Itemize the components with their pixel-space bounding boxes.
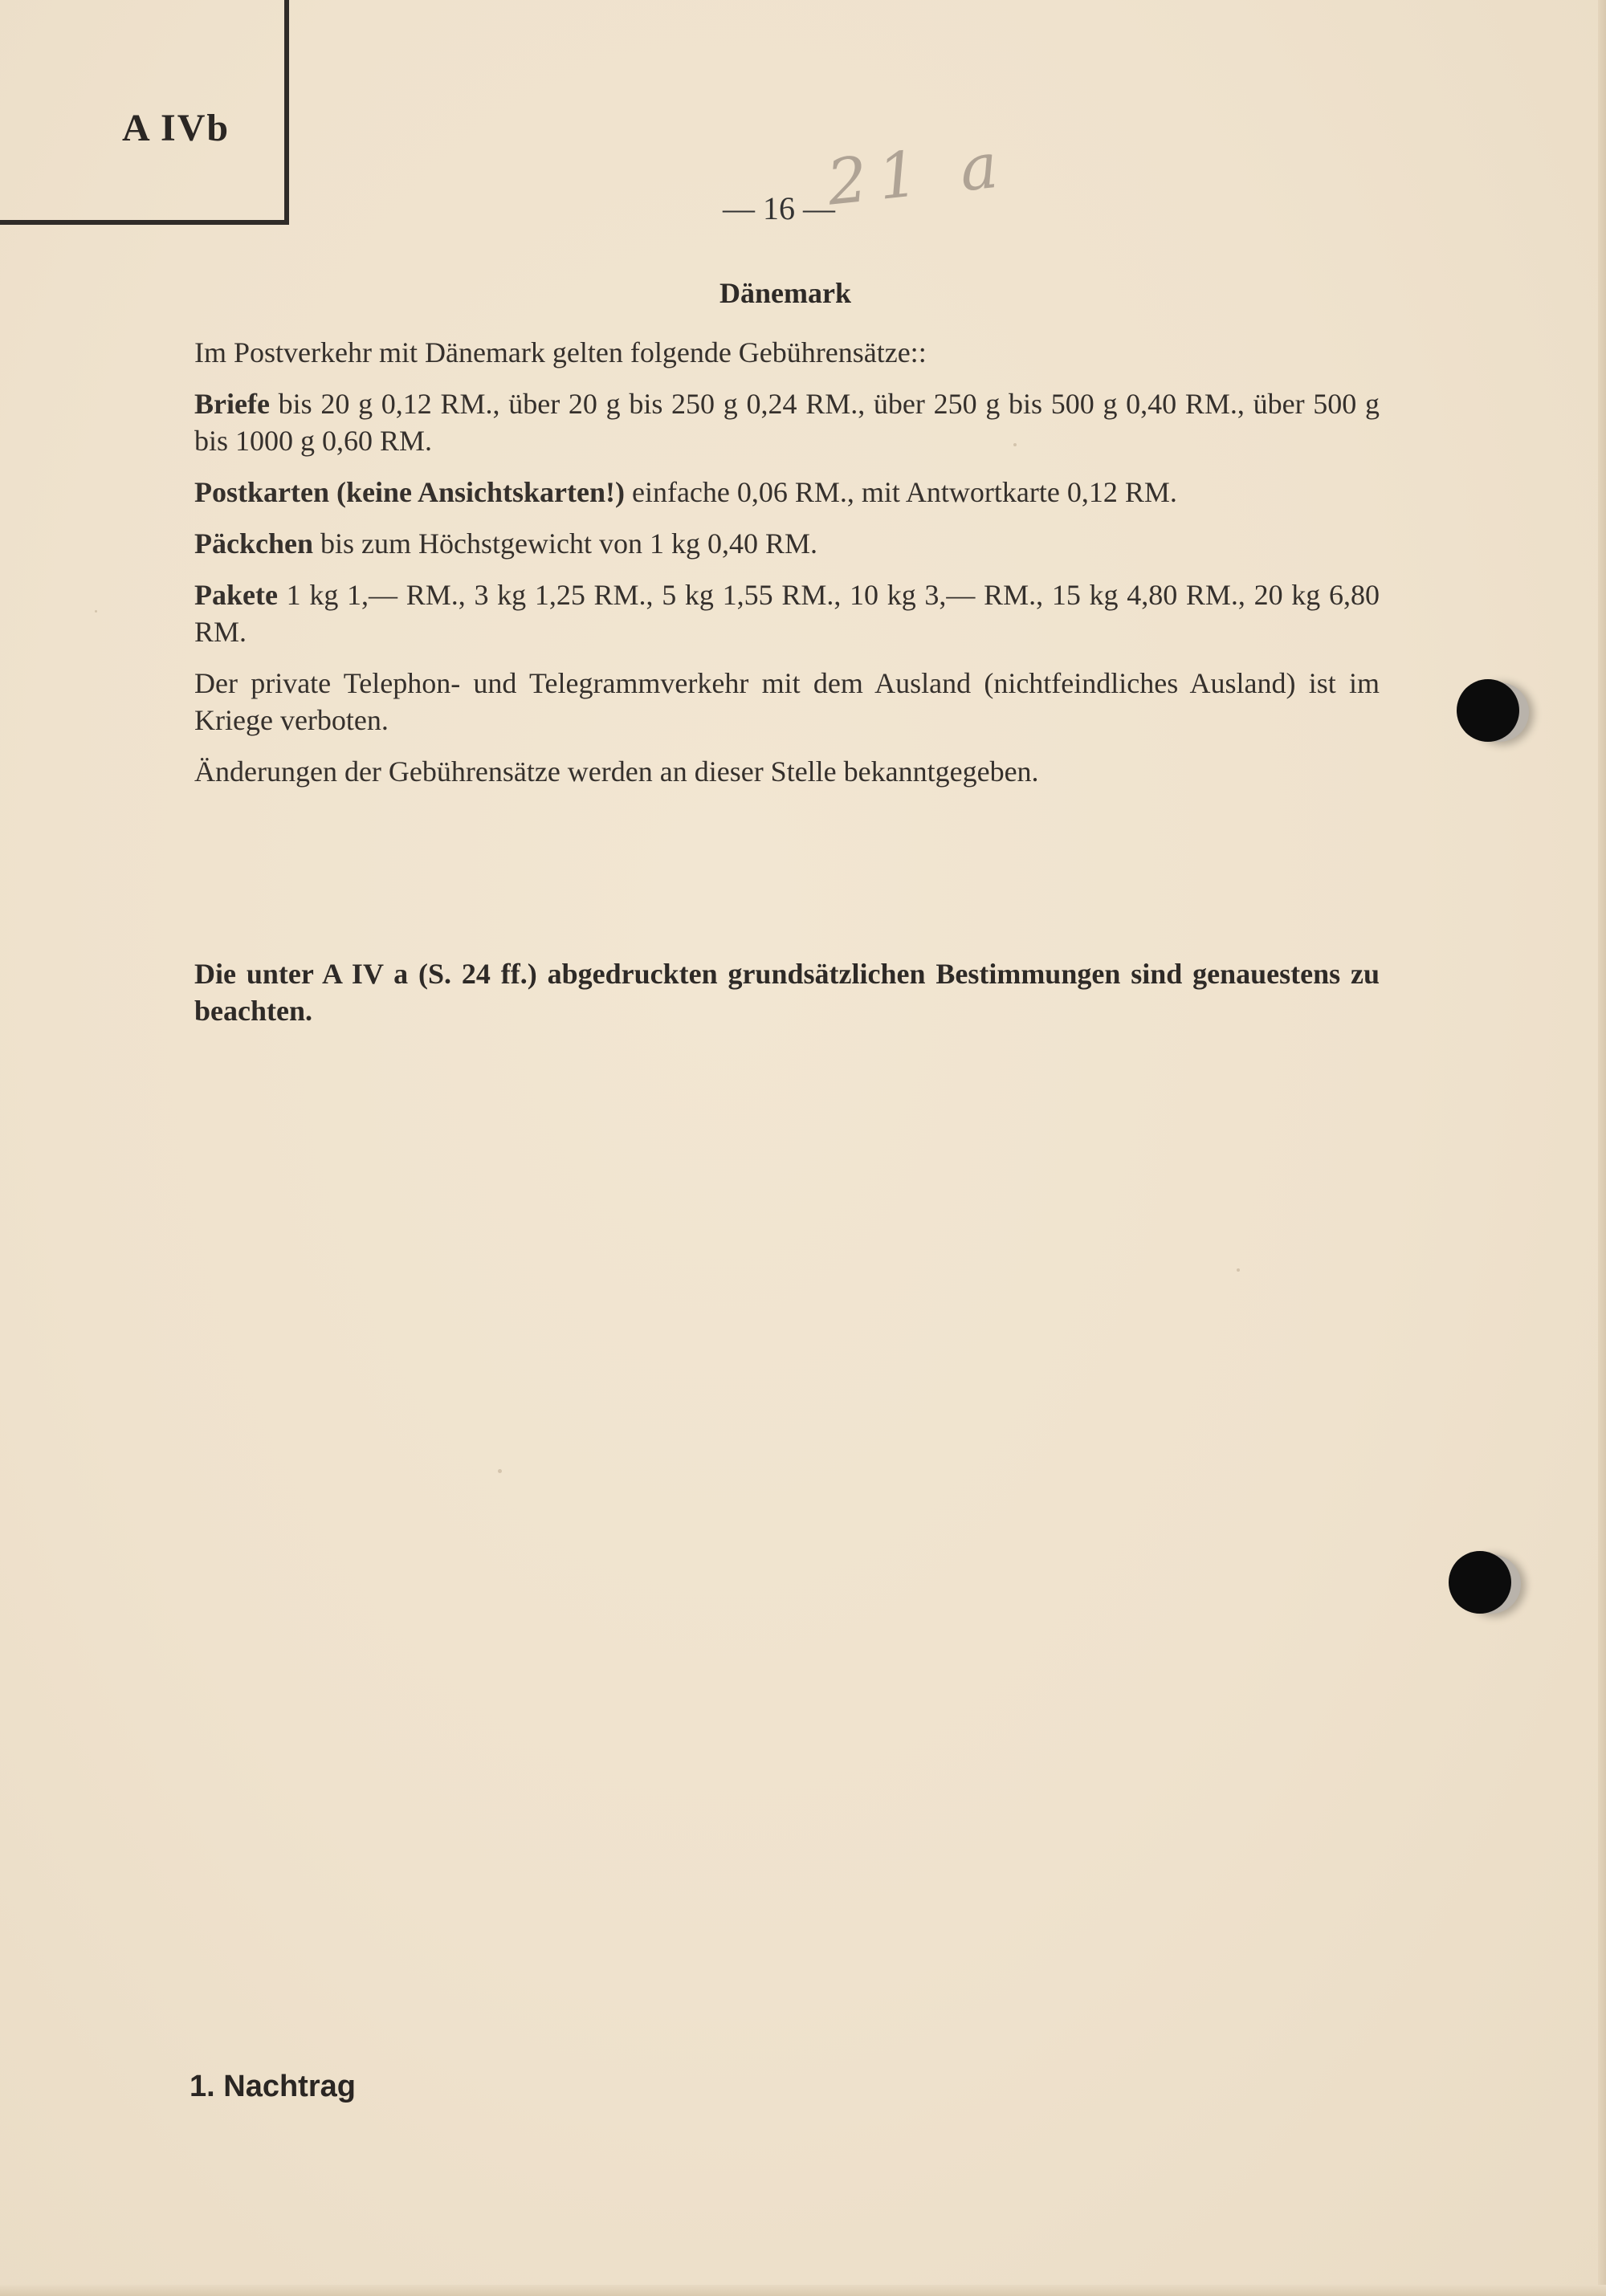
- paper-speck: [1013, 443, 1017, 446]
- telephone-note: Der private Telephon- und Telegrammverkehr mit dem Ausland (nichtfeindliches Ausland) ist im Kriege verboten.: [194, 667, 1380, 736]
- rate-text-letters: bis 20 g 0,12 RM., über 20 g bis 250 g 0,24 RM., über 250 g bis 500 g 0,40 RM., über 500 g bis 1000 g 0,60 RM.: [194, 388, 1380, 457]
- rate-lead-small-packets: Päckchen: [194, 527, 313, 560]
- rate-lead-parcels: Pakete: [194, 579, 278, 611]
- rate-lead-letters: Briefe: [194, 388, 270, 420]
- rate-paragraph-letters: [194, 385, 1380, 459]
- punch-hole-icon: [1457, 679, 1519, 742]
- section-heading: Dänemark: [719, 277, 851, 309]
- rate-paragraph-parcels: [194, 576, 1380, 650]
- page-edge-bottom: [0, 2285, 1606, 2296]
- section-tab-label: A IVb: [122, 107, 230, 149]
- paper-speck: [1237, 1268, 1240, 1272]
- rate-paragraph-small-packets: [194, 525, 1380, 562]
- punch-hole-icon: [1449, 1551, 1511, 1614]
- reference-note: Die unter A IV a (S. 24 ff.) abgedruckten grundsätzlichen Bestimmungen sind genauestens zu beachten.: [194, 958, 1380, 1027]
- rate-text-postcards: einfache 0,06 RM., mit Antwortkarte 0,12 RM.: [624, 476, 1177, 508]
- rate-text-parcels: 1 kg 1,— RM., 3 kg 1,25 RM., 5 kg 1,55 RM., 10 kg 3,— RM., 15 kg 4,80 RM., 20 kg 6,80 RM.: [194, 579, 1380, 648]
- rate-paragraph-postcards: [194, 474, 1380, 511]
- rate-lead-postcards: Postkarten (keine Ansichtskarten!): [194, 476, 625, 508]
- supplement-label: 1. Nachtrag: [190, 2070, 356, 2103]
- paper-speck: [498, 1469, 502, 1473]
- rates-content: [194, 334, 1380, 804]
- page-number: — 16 —: [723, 190, 835, 226]
- handwritten-annotation: 21 a: [823, 128, 1013, 220]
- page-edge-right: [1598, 0, 1606, 2296]
- changes-note: Änderungen der Gebührensätze werden an dieser Stelle bekanntgegeben.: [194, 755, 1039, 788]
- intro-paragraph: Im Postverkehr mit Dänemark gelten folgende Gebührensätze::: [194, 336, 927, 368]
- paper-speck: [95, 610, 97, 613]
- rate-text-small-packets: bis zum Höchstgewicht von 1 kg 0,40 RM.: [313, 527, 817, 560]
